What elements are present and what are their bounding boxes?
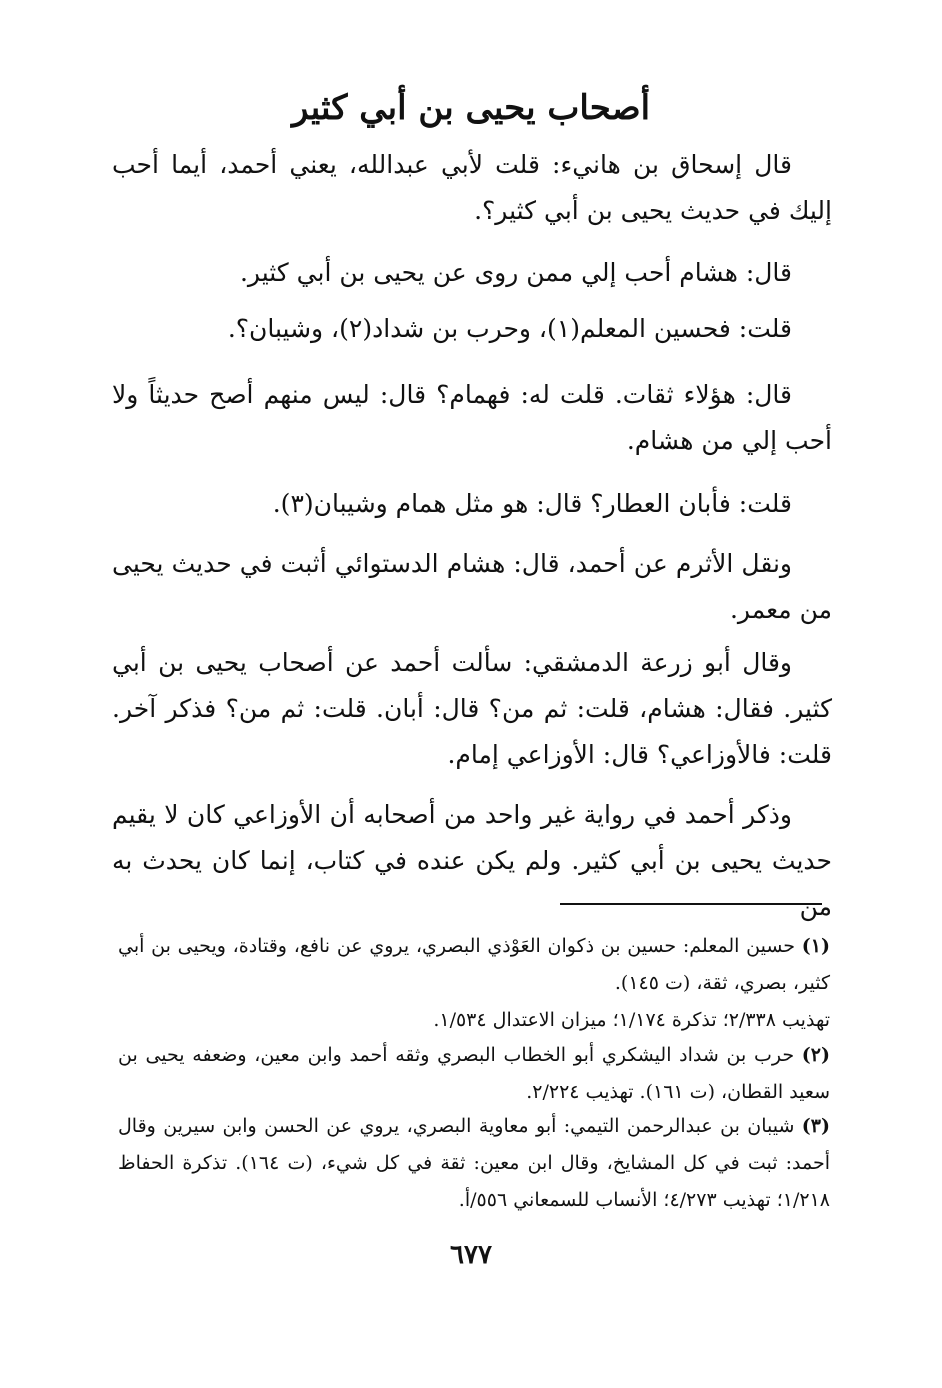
paragraph-8: وذكر أحمد في رواية غير واحد من أصحابه أن الأوزاعي كان لا يقيم حديث يحيى بن أبي كثير. ولم يكن عنده في كتاب، إنما كان يحدث به من [112,800,832,921]
page-number: ٦٧٧ [450,1240,492,1270]
footnote-references: تهذيب ٢/٣٣٨؛ تذكرة ١/١٧٤؛ ميزان الاعتدال ١/٥٣٤. [433,1009,830,1031]
footnote-3 [118,1108,830,1219]
footnote-number: (٣) [801,1115,831,1137]
paragraph-2: قال: هشام أحب إلي ممن روى عن يحيى بن أبي كثير. [239,258,792,287]
paragraph-3: قلت: فحسين المعلم(١)، وحرب بن شداد(٢)، وشيبان؟. [227,314,792,343]
footnote-separator [560,903,822,905]
footnote-number: (٢) [801,1044,830,1066]
footnote-text: شيبان بن عبدالرحمن التيمي: أبو معاوية البصري، يروي عن الحسن وابن سيرين وقال أحمد: ثبت في كل المشايخ، وقال ابن معين: ثقة في كل شيء، (ت ١٦٤). تذكرة الحفاظ ١/٢١٨؛ تهذيب ٤/٢٧٣؛ الأنساب للسمعاني ٥٥٦/أ. [118,1115,830,1211]
footnote-text: حرب بن شداد اليشكري أبو الخطاب البصري وثقه أحمد وابن معين، وضعفه يحيى بن سعيد القطان، (ت ١٦١). تهذيب ٢/٢٢٤. [118,1044,830,1103]
footnote-text: حسين المعلم: حسين بن ذكوان العَوْذي البصري، يروي عن نافع، وقتادة، ويحيى بن أبي كثير، بصري، ثقة، (ت ١٤٥). [118,935,830,994]
paragraph-5: قلت: فأبان العطار؟ قال: هو مثل همام وشيبان(٣). [272,489,792,518]
footnote-number: (١) [801,935,830,957]
paragraph-4: قال: هؤلاء ثقات. قلت له: فهمام؟ قال: ليس منهم أصح حديثاً ولا أحب إلي من هشام. [112,380,832,455]
paragraph-1: قال إسحاق بن هانيء: قلت لأبي عبدالله، يعني أحمد، أيما أحب إليك في حديث يحيى بن أبي كثير؟. [112,150,832,225]
page-title: أصحاب يحيى بن أبي كثير [291,88,651,128]
footnote-1 [118,928,830,1039]
paragraph-7: وقال أبو زرعة الدمشقي: سألت أحمد عن أصحاب يحيى بن أبي كثير. فقال: هشام، قلت: ثم من؟ قال: أبان. قلت: ثم من؟ فذكر آخر. قلت: فالأوزاعي؟ قال: الأوزاعي إمام. [112,648,832,769]
paragraph-6: ونقل الأثرم عن أحمد، قال: هشام الدستوائي أثبت في حديث يحيى من معمر. [112,549,832,624]
footnote-2 [118,1037,830,1111]
